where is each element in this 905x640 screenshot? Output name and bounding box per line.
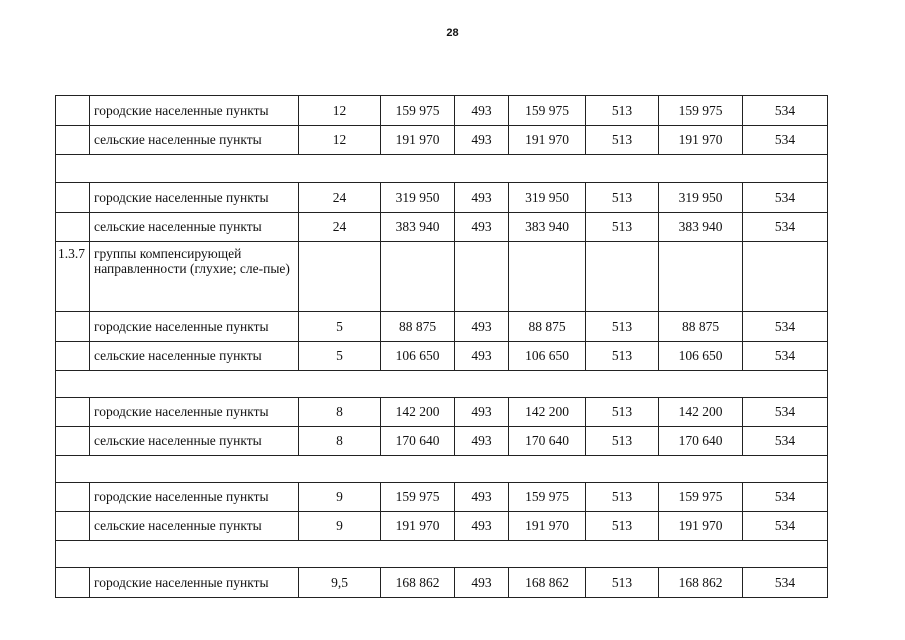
settlement-type-cell: сельские населенные пункты [90, 512, 299, 541]
value-cell: 534 [743, 427, 828, 456]
separator-cell [56, 155, 828, 183]
value-cell: 493 [455, 96, 509, 126]
item-number-cell [56, 96, 90, 126]
value-cell: 493 [455, 213, 509, 242]
value-cell: 534 [743, 342, 828, 371]
value-cell: 142 200 [381, 398, 455, 427]
value-cell: 513 [586, 126, 659, 155]
value-cell: 106 650 [659, 342, 743, 371]
value-cell: 24 [299, 183, 381, 213]
table-separator-row [56, 155, 828, 183]
value-cell: 159 975 [659, 96, 743, 126]
table-row [56, 568, 828, 598]
settlement-type-cell: городские населенные пункты [90, 568, 299, 598]
table-separator-row [56, 541, 828, 568]
value-cell: 168 862 [659, 568, 743, 598]
value-cell: 493 [455, 398, 509, 427]
table-separator-row [56, 371, 828, 398]
section-title-cell: группы компенсирующей направленности (глухие; сле-пые) [90, 242, 299, 312]
value-cell: 493 [455, 126, 509, 155]
settlement-type-cell: городские населенные пункты [90, 312, 299, 342]
value-cell: 88 875 [509, 312, 586, 342]
item-number-cell [56, 213, 90, 242]
value-cell: 159 975 [381, 96, 455, 126]
value-cell: 513 [586, 398, 659, 427]
value-cell: 106 650 [381, 342, 455, 371]
table-row [56, 427, 828, 456]
value-cell: 493 [455, 183, 509, 213]
table-separator-row [56, 456, 828, 483]
value-cell: 168 862 [509, 568, 586, 598]
value-cell: 170 640 [381, 427, 455, 456]
table-row [56, 398, 828, 427]
empty-cell [299, 242, 381, 312]
value-cell: 534 [743, 398, 828, 427]
settlement-type-cell: сельские населенные пункты [90, 213, 299, 242]
value-cell: 493 [455, 427, 509, 456]
item-number-cell [56, 483, 90, 512]
empty-cell [381, 242, 455, 312]
value-cell: 142 200 [509, 398, 586, 427]
value-cell: 513 [586, 183, 659, 213]
settlement-type-cell: городские населенные пункты [90, 96, 299, 126]
value-cell: 534 [743, 96, 828, 126]
item-number-cell [56, 427, 90, 456]
value-cell: 159 975 [659, 483, 743, 512]
table-row [56, 483, 828, 512]
value-cell: 534 [743, 483, 828, 512]
value-cell: 88 875 [659, 312, 743, 342]
empty-cell [455, 242, 509, 312]
value-cell: 383 940 [381, 213, 455, 242]
item-number-cell [56, 183, 90, 213]
value-cell: 493 [455, 483, 509, 512]
value-cell: 159 975 [509, 96, 586, 126]
item-number-cell: 1.3.7 [56, 242, 90, 312]
value-cell: 142 200 [659, 398, 743, 427]
value-cell: 319 950 [509, 183, 586, 213]
value-cell: 191 970 [509, 126, 586, 155]
value-cell: 493 [455, 342, 509, 371]
table-row [56, 96, 828, 126]
value-cell: 5 [299, 312, 381, 342]
table-row [56, 126, 828, 155]
value-cell: 534 [743, 126, 828, 155]
value-cell: 513 [586, 342, 659, 371]
separator-cell [56, 541, 828, 568]
empty-cell [659, 242, 743, 312]
table-section-row [56, 242, 828, 312]
empty-cell [586, 242, 659, 312]
settlement-type-cell: сельские населенные пункты [90, 342, 299, 371]
value-cell: 513 [586, 427, 659, 456]
value-cell: 191 970 [381, 126, 455, 155]
table-row [56, 342, 828, 371]
value-cell: 493 [455, 312, 509, 342]
value-cell: 5 [299, 342, 381, 371]
empty-cell [743, 242, 828, 312]
value-cell: 513 [586, 312, 659, 342]
value-cell: 168 862 [381, 568, 455, 598]
item-number-cell [56, 126, 90, 155]
tariff-table [55, 95, 828, 598]
value-cell: 24 [299, 213, 381, 242]
value-cell: 383 940 [509, 213, 586, 242]
settlement-type-cell: городские населенные пункты [90, 483, 299, 512]
table-row [56, 312, 828, 342]
value-cell: 513 [586, 512, 659, 541]
value-cell: 534 [743, 213, 828, 242]
value-cell: 383 940 [659, 213, 743, 242]
settlement-type-cell: городские населенные пункты [90, 183, 299, 213]
value-cell: 534 [743, 183, 828, 213]
value-cell: 9 [299, 512, 381, 541]
value-cell: 106 650 [509, 342, 586, 371]
value-cell: 191 970 [381, 512, 455, 541]
value-cell: 170 640 [659, 427, 743, 456]
value-cell: 513 [586, 483, 659, 512]
value-cell: 534 [743, 312, 828, 342]
value-cell: 513 [586, 568, 659, 598]
item-number-cell [56, 398, 90, 427]
value-cell: 319 950 [659, 183, 743, 213]
table-body [56, 96, 828, 598]
page-number: 28 [446, 27, 459, 39]
item-number-cell [56, 342, 90, 371]
settlement-type-cell: сельские населенные пункты [90, 126, 299, 155]
value-cell: 159 975 [381, 483, 455, 512]
item-number-cell [56, 512, 90, 541]
value-cell: 534 [743, 512, 828, 541]
value-cell: 12 [299, 96, 381, 126]
value-cell: 88 875 [381, 312, 455, 342]
value-cell: 493 [455, 512, 509, 541]
settlement-type-cell: городские населенные пункты [90, 398, 299, 427]
value-cell: 191 970 [509, 512, 586, 541]
empty-cell [509, 242, 586, 312]
value-cell: 9,5 [299, 568, 381, 598]
value-cell: 319 950 [381, 183, 455, 213]
item-number-cell [56, 312, 90, 342]
value-cell: 12 [299, 126, 381, 155]
settlement-type-cell: сельские населенные пункты [90, 427, 299, 456]
table-row [56, 183, 828, 213]
item-number-cell [56, 568, 90, 598]
value-cell: 534 [743, 568, 828, 598]
separator-cell [56, 456, 828, 483]
table-row [56, 213, 828, 242]
value-cell: 493 [455, 568, 509, 598]
value-cell: 191 970 [659, 512, 743, 541]
separator-cell [56, 371, 828, 398]
value-cell: 8 [299, 398, 381, 427]
value-cell: 191 970 [659, 126, 743, 155]
value-cell: 513 [586, 96, 659, 126]
value-cell: 159 975 [509, 483, 586, 512]
table-row [56, 512, 828, 541]
value-cell: 8 [299, 427, 381, 456]
value-cell: 170 640 [509, 427, 586, 456]
value-cell: 9 [299, 483, 381, 512]
value-cell: 513 [586, 213, 659, 242]
